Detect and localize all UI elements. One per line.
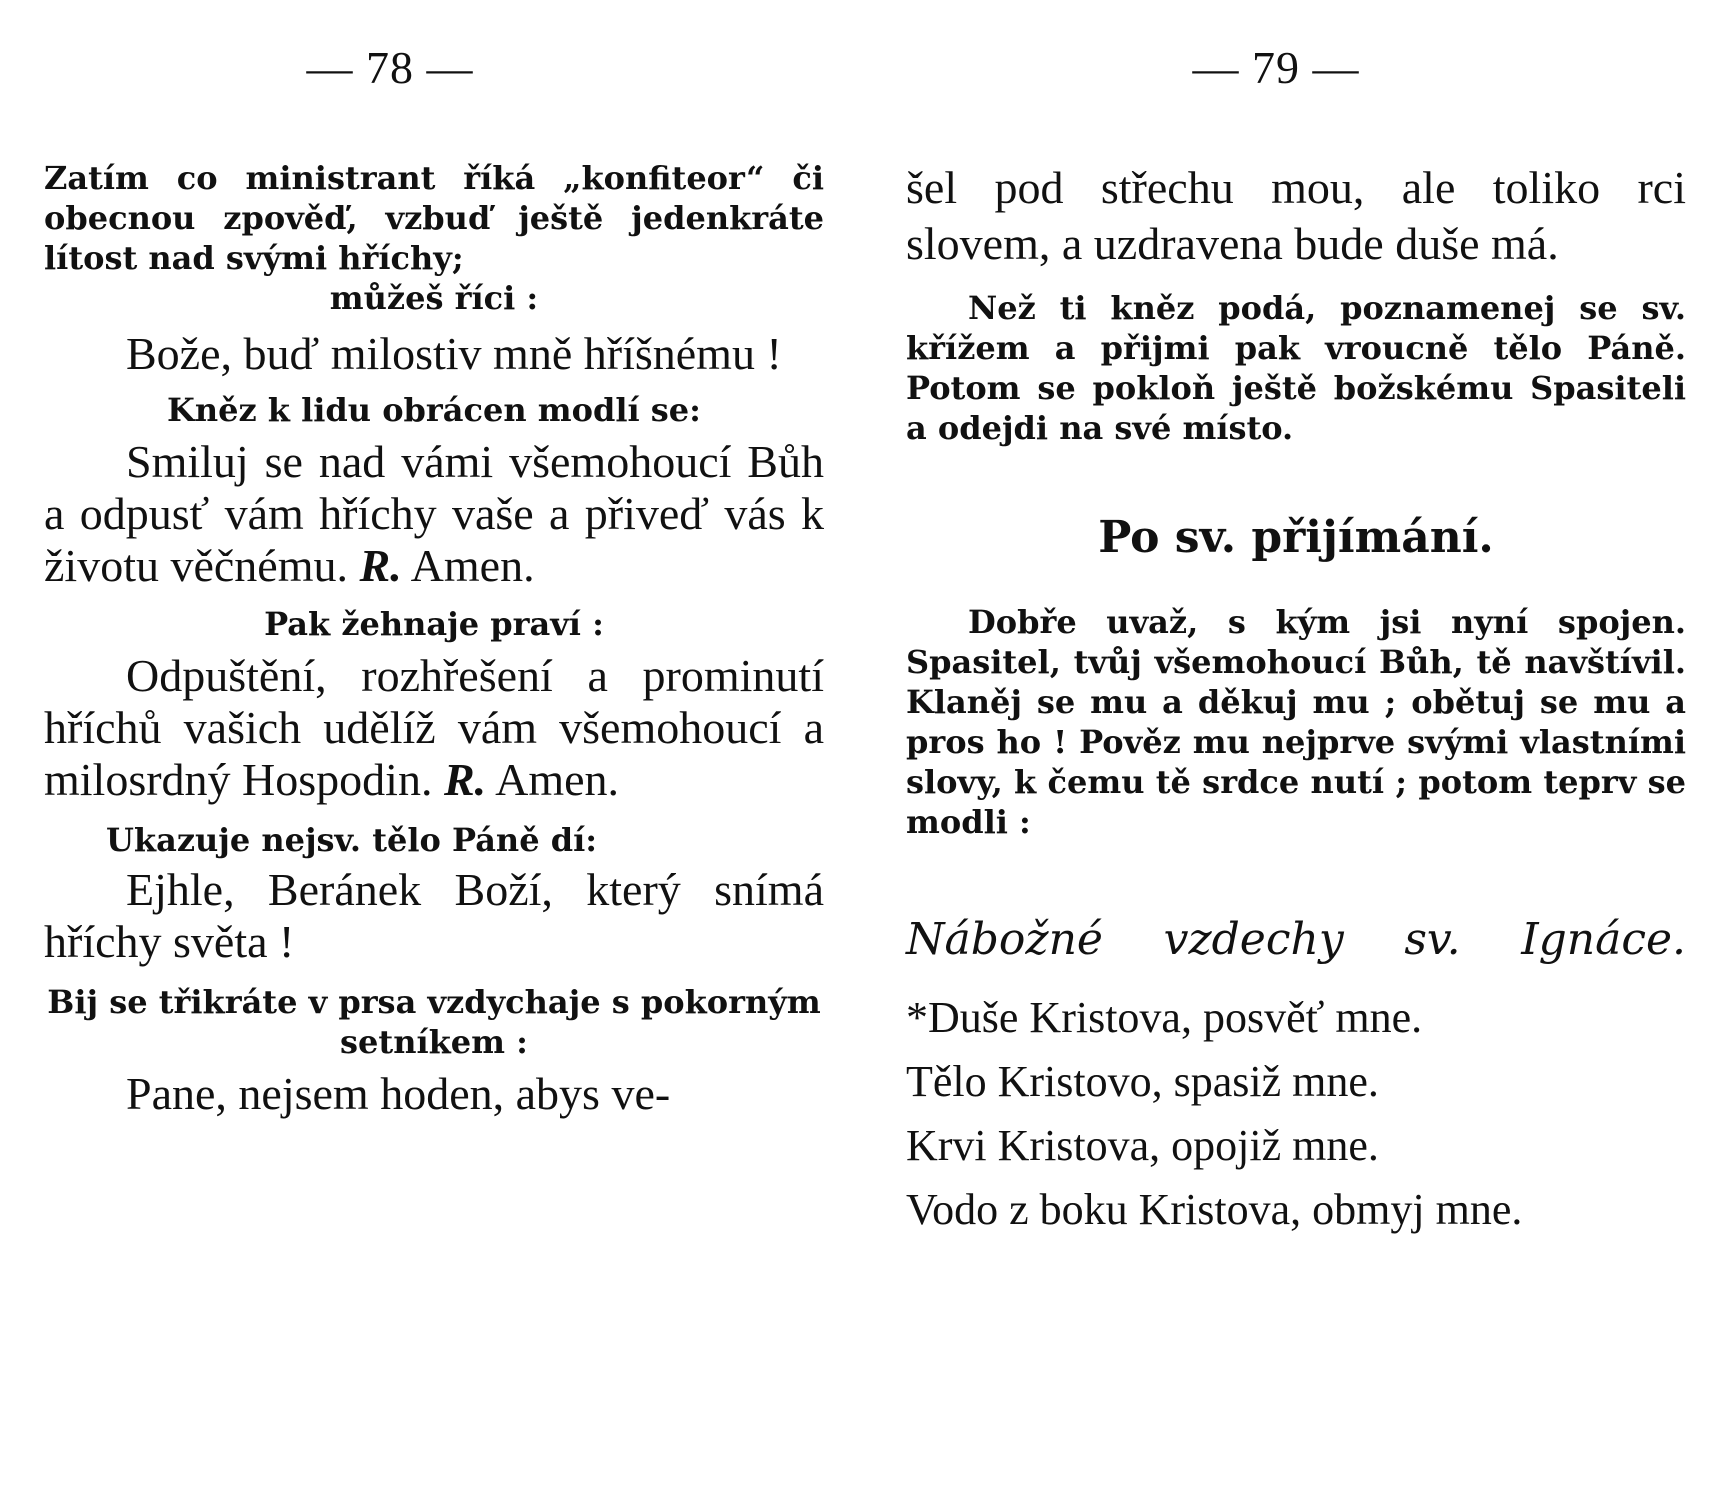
verse-line: Tělo Kristovo, spasiž mne. xyxy=(906,1057,1379,1106)
prayer-indulgentiam xyxy=(44,650,824,806)
left-page xyxy=(44,0,824,1500)
rubric-priest-turns: Kněz k lidu obrácen modlí se: xyxy=(167,391,701,429)
prayer-indulgentiam-text: Odpuštění, rozhřešení a prominutí hříchů vašich udělíž vám všemohoucí a milosrdný Hospodin. xyxy=(44,650,824,805)
amen: Amen. xyxy=(495,754,620,805)
prayer-misereatur xyxy=(44,436,824,592)
verse-line: Krvi Kristova, opojiž mne. xyxy=(906,1121,1379,1170)
prayer-ecce-agnus: Ejhle, Beránek Boží, který snímá hříchy světa ! xyxy=(44,864,824,967)
response-symbol: R. xyxy=(443,754,487,805)
rubric-after-communion: Dobře uvaž, s kým jsi nyní spojen. Spasitel, tvůj všemohoucí Bůh, tě navštívil. Klaněj se mu a děkuj mu ; obětuj se mu a pros ho ! Pověz mu nejprve svými vlastními slovy, k čemu tě srdce nutí ; potom teprv se modli : xyxy=(906,603,1686,841)
page-number: — 78 — xyxy=(306,42,474,93)
rubric-blessing: Pak žehnaje praví : xyxy=(264,605,604,643)
rubric-showing-host: Ukazuje nejsv. tělo Páně dí: xyxy=(106,821,598,859)
left-page-content xyxy=(44,158,824,1120)
verse-line: *Duše Kristova, posvěť mne. xyxy=(906,993,1423,1042)
prayer-title: Nábožné vzdechy sv. Ignáce. xyxy=(906,914,1686,965)
rubric-confiteor: Zatím co ministrant říká „konfiteor“ či obecnou zpověď, vzbuď ještě jedenkráte lítost nad svými hříchy; xyxy=(44,159,824,277)
anima-christi-verses xyxy=(906,986,1686,1242)
response-symbol: R. xyxy=(359,540,402,591)
prayer-misereatur-text: Smiluj se nad vámi všemohoucí Bůh a odpusť vám hříchy vaše a přiveď vás k životu věčnému. xyxy=(44,436,824,591)
rubric-confiteor-end: můžeš říci : xyxy=(329,279,539,317)
verse-line: Vodo z boku Kristova, obmyj mne. xyxy=(906,1185,1523,1234)
rubric-strike-breast: Bij se třikráte v prsa vzdychaje s pokorným setníkem : xyxy=(47,983,821,1061)
prayer-domine-non-sum: Pane, nejsem hoden, abys ve- xyxy=(126,1068,671,1119)
prayer-bože: Bože, buď milostiv mně hříšnému ! xyxy=(126,328,782,379)
page-number: — 79 — xyxy=(1192,42,1360,93)
prayer-continuation: šel pod střechu mou, ale toliko rci slovem, a uzdravena bude duše má. xyxy=(906,162,1686,269)
right-page xyxy=(906,0,1686,1500)
section-heading: Po sv. přijímání. xyxy=(1098,512,1494,563)
right-page-content xyxy=(906,160,1686,1242)
amen: Amen. xyxy=(410,540,535,591)
rubric-before-communion: Než ti kněz podá, poznamenej se sv. křížem a přijmi pak vroucně tělo Páně. Potom se pokloň ještě božskému Spasiteli a odejdi na své místo. xyxy=(906,289,1686,447)
